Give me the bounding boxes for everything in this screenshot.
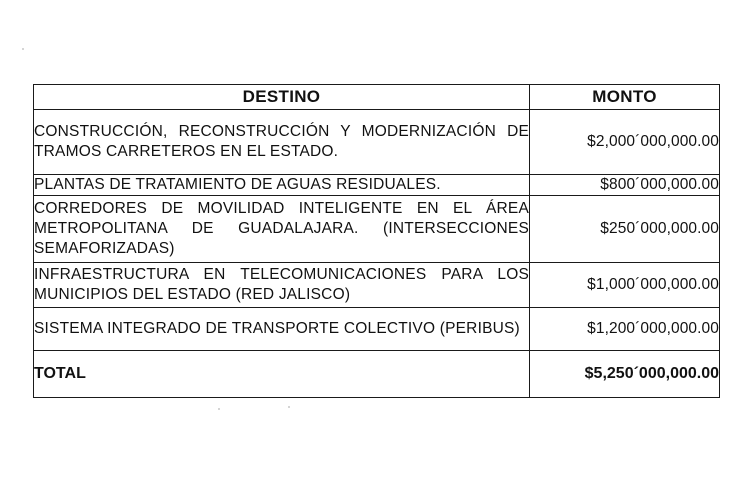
row-destination: CONSTRUCCIÓN, RECONSTRUCCIÓN Y MODERNIZACIÓN DE TRAMOS CARRETEROS EN EL ESTADO. — [34, 110, 530, 175]
table-row — [34, 175, 720, 196]
row-destination: INFRAESTRUCTURA EN TELECOMUNICACIONES PARA LOS MUNICIPIOS DEL ESTADO (RED JALISCO) — [34, 263, 530, 308]
row-amount: $800´000,000.00 — [530, 175, 720, 196]
scan-speck — [22, 48, 24, 50]
row-amount: $1,200´000,000.00 — [530, 308, 720, 351]
budget-allocation-table — [33, 84, 720, 398]
scan-speck — [218, 408, 220, 410]
row-destination: SISTEMA INTEGRADO DE TRANSPORTE COLECTIVO (PERIBUS) — [34, 308, 530, 351]
table-row — [34, 110, 720, 175]
table-header-row — [34, 85, 720, 110]
row-amount: $250´000,000.00 — [530, 196, 720, 263]
header-amount: MONTO — [530, 85, 720, 110]
row-amount: $1,000´000,000.00 — [530, 263, 720, 308]
row-destination: CORREDORES DE MOVILIDAD INTELIGENTE EN EL ÁREA METROPOLITANA DE GUADALAJARA. (INTERSECCIONES SEMAFORIZADAS) — [34, 196, 530, 263]
row-destination: PLANTAS DE TRATAMIENTO DE AGUAS RESIDUALES. — [34, 175, 530, 196]
table-row — [34, 263, 720, 308]
table-row — [34, 196, 720, 263]
total-row — [34, 351, 720, 398]
total-amount: $5,250´000,000.00 — [530, 351, 720, 398]
table-row — [34, 308, 720, 351]
header-destination: DESTINO — [34, 85, 530, 110]
total-label: TOTAL — [34, 351, 530, 398]
scan-speck — [288, 406, 290, 408]
row-amount: $2,000´000,000.00 — [530, 110, 720, 175]
